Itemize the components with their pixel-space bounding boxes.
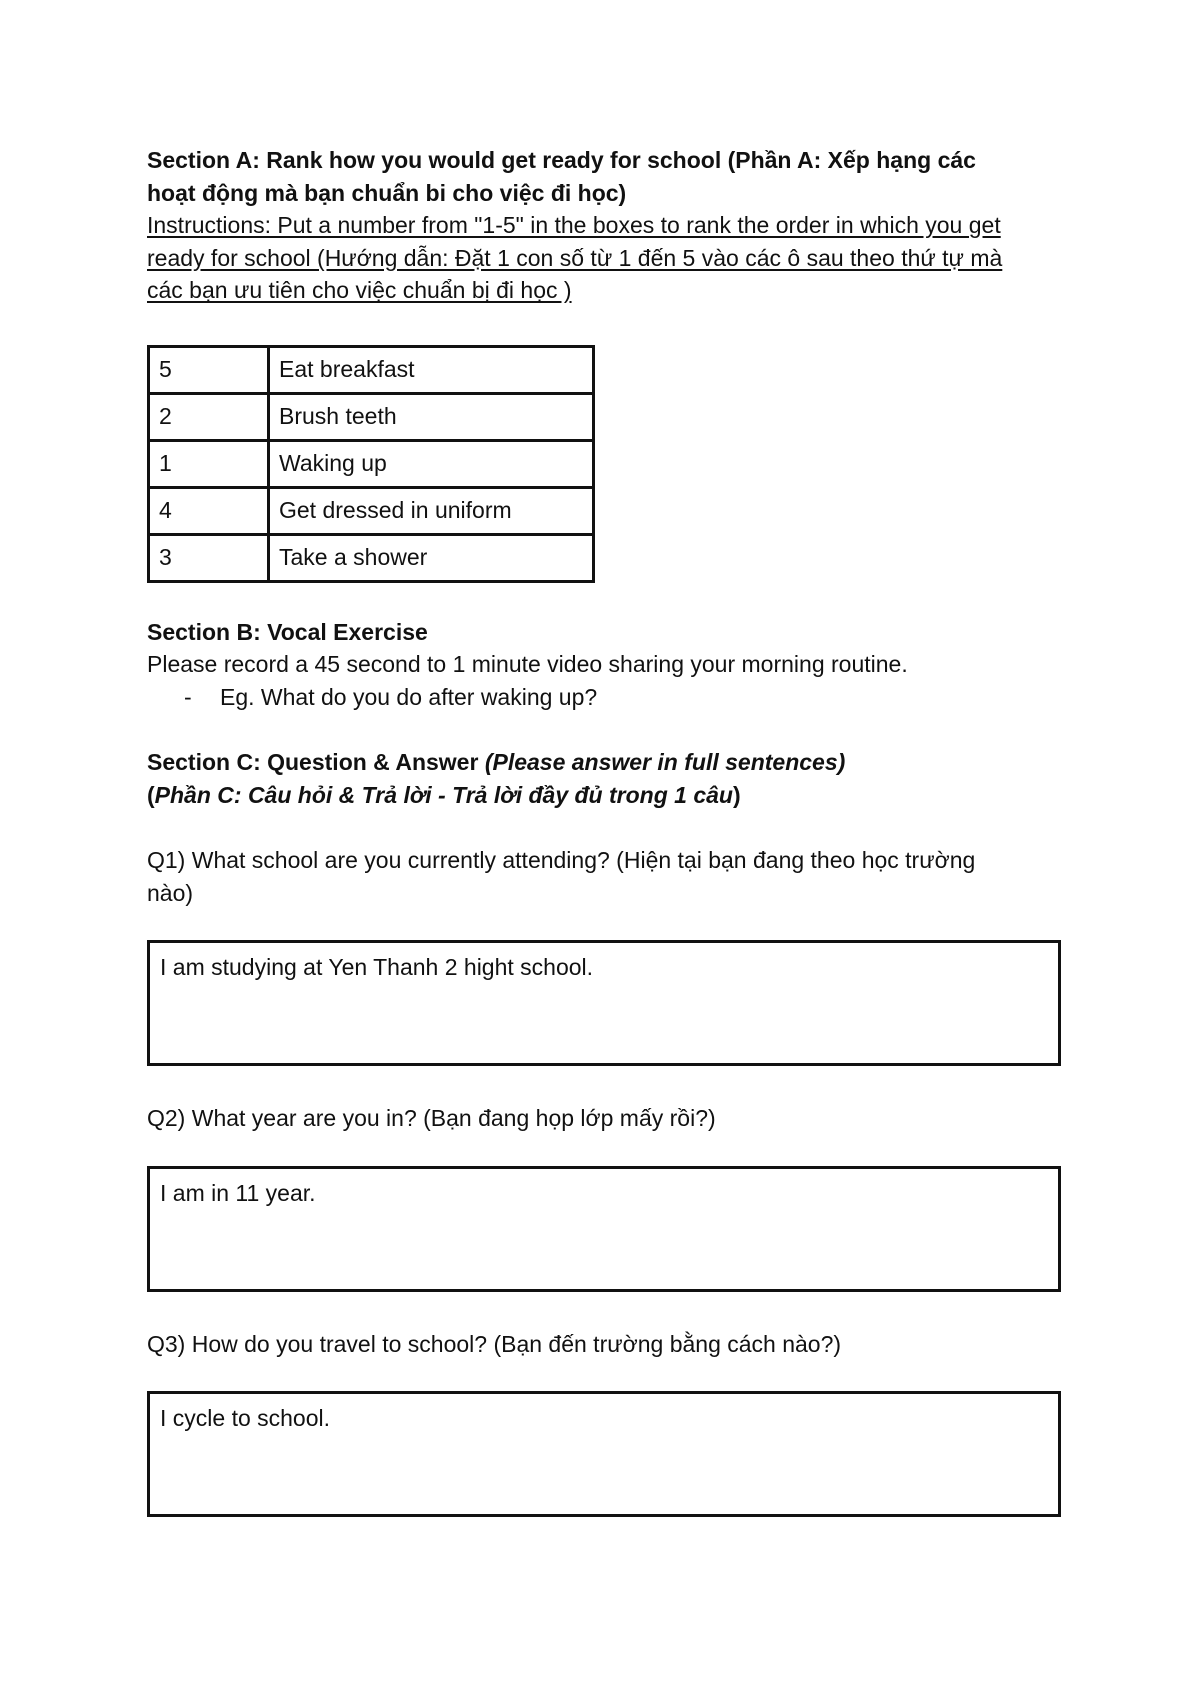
rank-number-cell[interactable]: 4 [149, 487, 269, 534]
rank-number-cell[interactable]: 5 [149, 346, 269, 393]
spacer [147, 909, 1067, 940]
question-1-line2: nào) [147, 879, 194, 906]
spacer [147, 583, 1067, 616]
question-1-line1: Q1) What school are you currently attending? (Hiện tại bạn đang theo học trường [147, 847, 976, 873]
section-c-title-bold: Section C: Question & Answer [147, 749, 485, 775]
activity-cell: Waking up [269, 440, 594, 487]
activity-cell: Brush teeth [269, 393, 594, 440]
subtitle-close-paren: ) [732, 781, 741, 808]
spacer [147, 1360, 1067, 1391]
section-b [147, 616, 1067, 714]
answer-box-q1[interactable]: I am studying at Yen Thanh 2 hight school. [147, 940, 1061, 1066]
section-c-subtitle [147, 779, 1067, 812]
bullet-text: Eg. What do you do after waking up? [220, 683, 598, 710]
ranking-row [149, 440, 594, 487]
section-b-body: Please record a 45 second to 1 minute video sharing your morning routine. [147, 651, 908, 677]
ranking-row [149, 393, 594, 440]
answer-box-q3[interactable]: I cycle to school. [147, 1391, 1061, 1517]
section-c-subtitle-italic: Phần C: Câu hỏi & Trả lời - Trả lời đầy đủ trong 1 câu [154, 781, 733, 808]
spacer [147, 1292, 1067, 1328]
section-c-title-italic: (Please answer in full sentences) [484, 749, 846, 775]
section-c [147, 746, 1067, 1517]
activity-cell: Get dressed in uniform [269, 487, 594, 534]
rank-number-cell[interactable]: 3 [149, 534, 269, 581]
subtitle-open-paren: ( [147, 781, 155, 808]
section-a-title-line1: Section A: Rank how you would get ready for school (Phần A: Xếp hạng các [147, 147, 976, 173]
section-a-title-line2: hoạt động mà bạn chuẩn bi cho việc đi học) [147, 179, 627, 206]
section-c-title [147, 746, 1067, 779]
worksheet-page [147, 144, 1067, 1517]
activity-cell: Take a shower [269, 534, 594, 581]
section-b-title: Section B: Vocal Exercise [147, 618, 428, 645]
spacer [147, 811, 1067, 844]
question-3: Q3) How do you travel to school? (Bạn đến trường bằng cách nào?) [147, 1330, 842, 1357]
rank-number-cell[interactable]: 1 [149, 440, 269, 487]
spacer [147, 1066, 1067, 1102]
ranking-row [149, 534, 594, 581]
answer-box-q2[interactable]: I am in 11 year. [147, 1166, 1061, 1292]
question-2: Q2) What year are you in? (Bạn đang họp lớp mấy rồi?) [147, 1105, 716, 1131]
section-a-instructions-line1: Instructions: Put a number from "1-5" in the boxes to rank the order in which you get [147, 212, 1001, 238]
rank-number-cell[interactable]: 2 [149, 393, 269, 440]
section-b-bullet [147, 681, 1067, 714]
ranking-row [149, 346, 594, 393]
section-a-instructions-line2: ready for school (Hướng dẫn: Đặt 1 con số từ 1 đến 5 vào các ô sau theo thứ tự mà [147, 244, 1003, 271]
bullet-dash: - [184, 683, 192, 710]
spacer [147, 713, 1067, 746]
section-a-instructions-line3: các bạn ưu tiên cho việc chuẩn bị đi học ) [147, 277, 572, 303]
activity-cell: Eat breakfast [269, 346, 594, 393]
ranking-table [147, 345, 595, 583]
ranking-row [149, 487, 594, 534]
spacer [147, 1135, 1067, 1166]
section-a [147, 144, 1067, 583]
